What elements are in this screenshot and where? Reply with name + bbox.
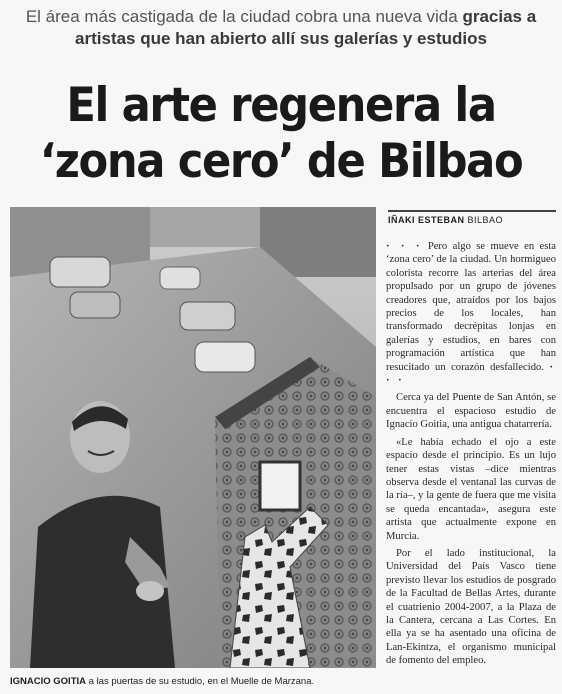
paragraph-4: Por el lado institucional, la Universidad del País Vasco tiene previsto llevar los estudios de posgrado de la Facultad de Bellas Artes, durante el cuatrienio 2004-2007, a la Plaza de la Cantera, cercana a Las Cortes. En ella ya se ha asentado una oficina de Lan-Ekintza, el organismo municipal de fomento del empleo. bbox=[386, 547, 556, 667]
headline bbox=[22, 78, 539, 190]
paragraph-3: «Le había echado el ojo a este espacio desde el principio. Es un lujo tener estas vistas –dice mientras observa desde el ventanal las curvas de la ría–, y la gente de fuera que me visita se queda encantada», asegura este artista que actualmente expone en Murcia. bbox=[386, 436, 556, 542]
kicker-line-1: El área más castigada de la ciudad cobra una nueva vida bbox=[25, 7, 458, 26]
article-body bbox=[386, 240, 556, 672]
photo-caption bbox=[10, 676, 390, 687]
caption-name: IGNACIO GOITIA bbox=[10, 676, 86, 687]
article-photo bbox=[10, 207, 376, 668]
headline-line-1: El arte regenera la bbox=[66, 78, 496, 133]
byline-place: BILBAO bbox=[467, 215, 504, 225]
paragraph-1-text: Pero algo se mueve en esta ‘zona cero’ de la ciudad. Un hormigueo colorista recorre las arterias del área propulsado por un grupo de jóvenes creadores que, atraídos por los bajos precios de los locales, han transformado decrépitas lonjas en galerías y estudios, en bares con programación artística que han resucitado un corazón desfallecido. bbox=[386, 241, 556, 373]
kicker-line-2: artistas que han abierto allí sus galerías y estudios bbox=[75, 29, 487, 48]
paragraph-2: Cerca ya del Puente de San Antón, se encuentra el espacioso estudio de Ignacio Goitia, una antigua chatarrería. bbox=[386, 392, 556, 431]
byline bbox=[388, 210, 556, 225]
lead-dots: · · · bbox=[386, 241, 423, 252]
paragraph-1 bbox=[386, 240, 556, 387]
photo-illustration bbox=[10, 207, 376, 668]
byline-author: IÑAKI ESTEBAN bbox=[388, 215, 465, 225]
kicker-line-1-bold: gracias a bbox=[462, 7, 537, 26]
headline-line-2: ‘zona cero’ de Bilbao bbox=[39, 134, 523, 189]
caption-text: a las puertas de su estudio, en el Muelle de Marzana. bbox=[88, 676, 315, 687]
end-dots: · · · bbox=[386, 361, 556, 387]
kicker bbox=[0, 6, 562, 50]
